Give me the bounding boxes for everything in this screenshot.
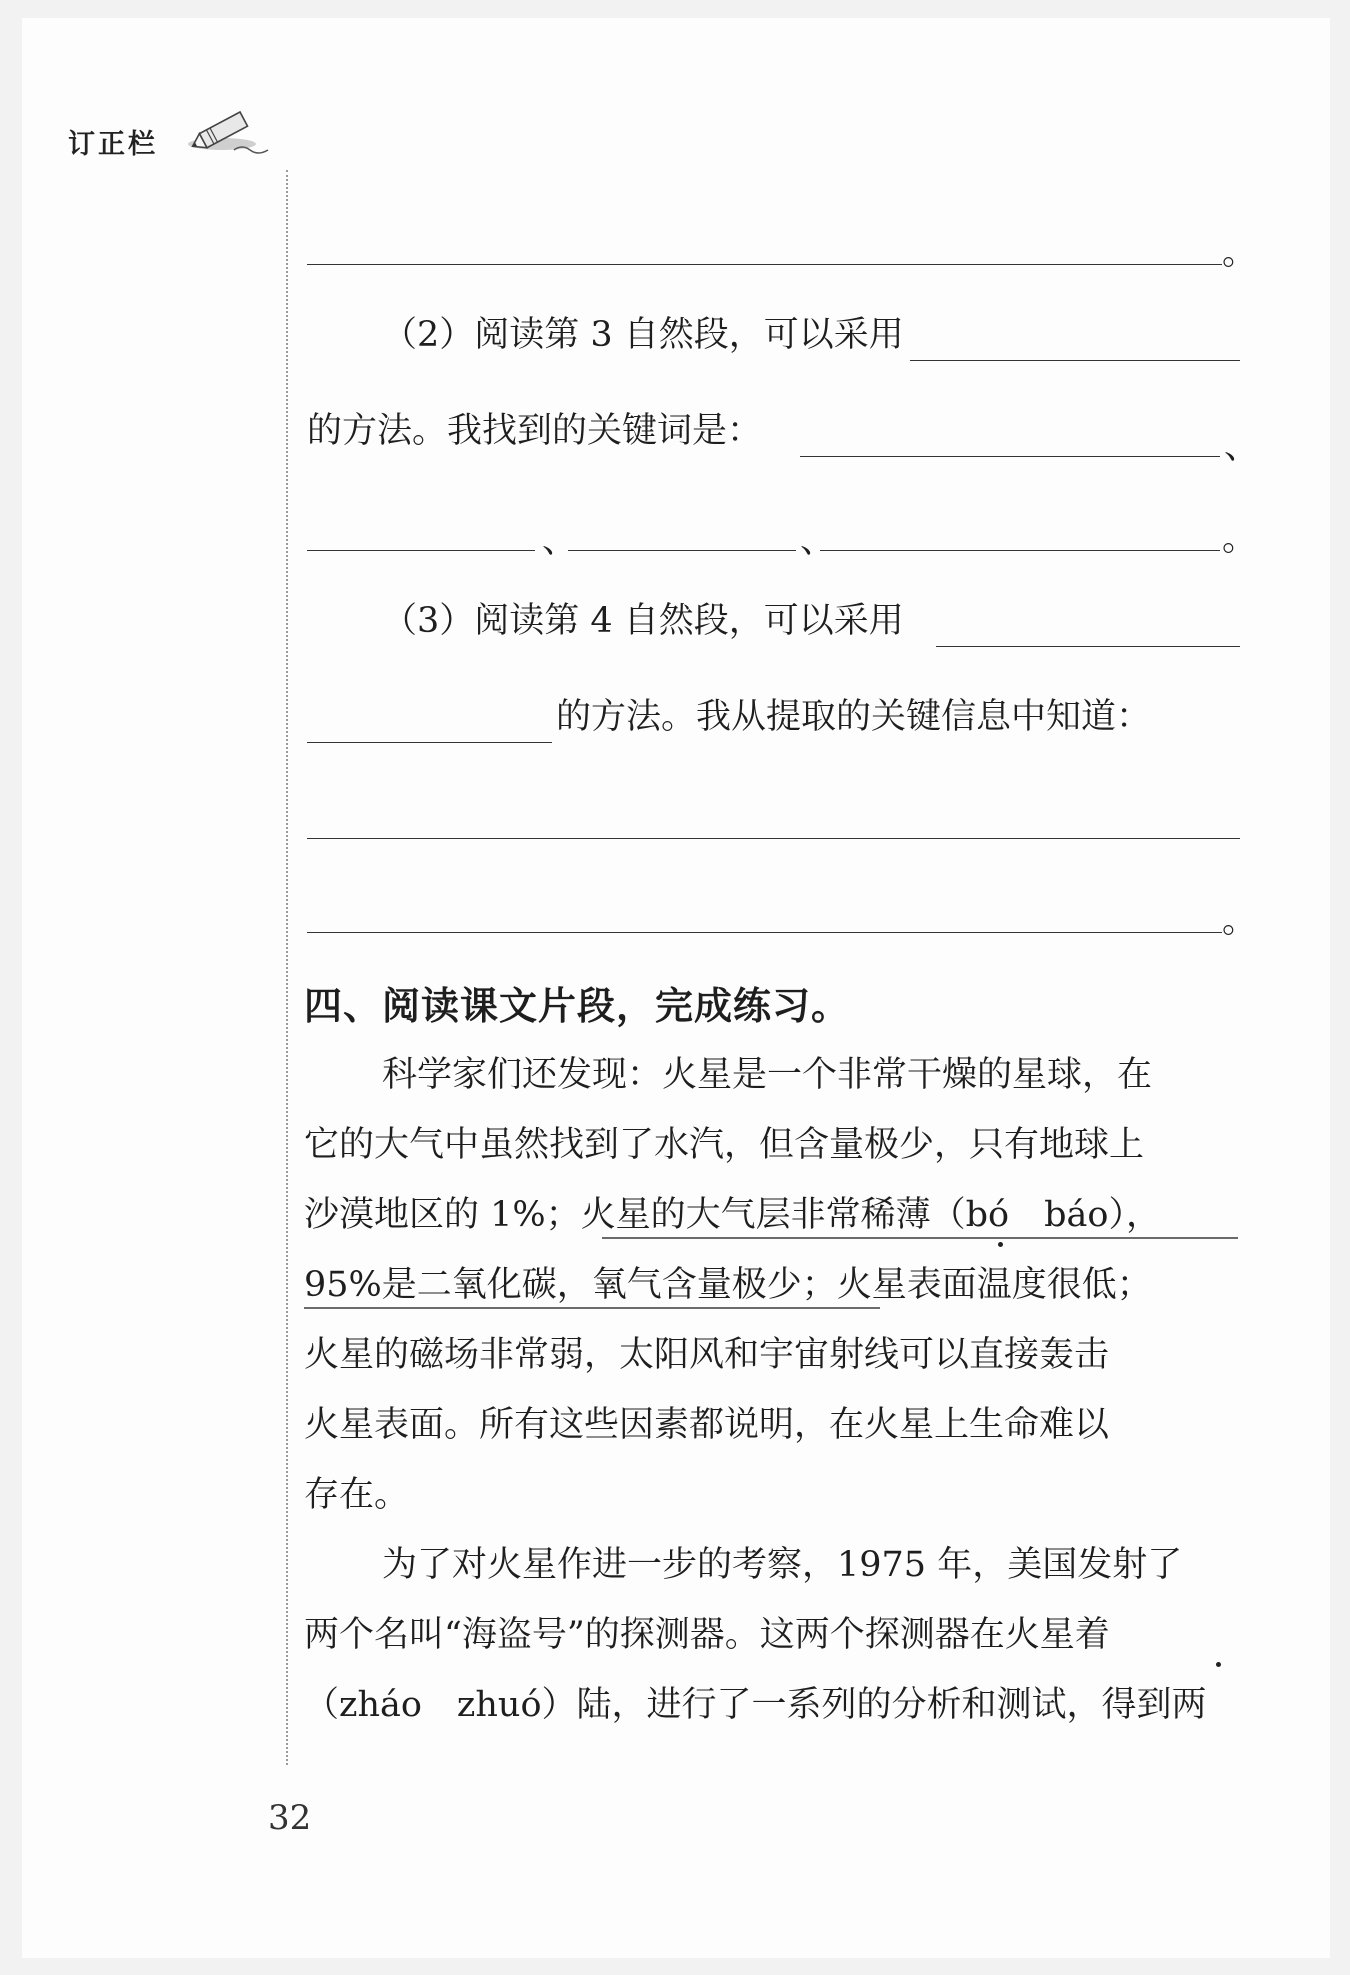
margin-dotted-divider [286, 170, 288, 1765]
question-2-keywords-prompt: 的方法。我找到的关键词是： [307, 411, 763, 451]
keyword-blank-2[interactable] [307, 550, 535, 551]
separator-mark: 、 [542, 521, 578, 561]
question-3-info-prompt: 的方法。我从提取的关键信息中知道： [556, 697, 1152, 737]
emphasis-dot [1216, 1662, 1221, 1667]
period-mark: 。 [1222, 901, 1258, 941]
passage-line: （zháo zhuó）陆，进行了一系列的分析和测试，得到两 [304, 1685, 1207, 1725]
keyword-blank-1[interactable] [800, 456, 1220, 457]
answer-blank[interactable] [307, 264, 1222, 265]
passage-line: 火星表面。所有这些因素都说明，在火星上生命难以 [304, 1405, 1110, 1445]
answer-blank[interactable] [307, 932, 1222, 933]
passage-line: 为了对火星作进一步的考察，1975 年，美国发射了 [382, 1545, 1183, 1585]
section-4-heading: 四、阅读课文片段，完成练习。 [304, 984, 851, 1028]
emphasis-dot [998, 1242, 1003, 1247]
correction-column-label: 订正栏 [68, 129, 158, 160]
answer-blank[interactable] [936, 646, 1240, 647]
passage-line: 沙漠地区的 1%；火星的大气层非常稀薄（bó báo）， [304, 1195, 1161, 1235]
answer-blank[interactable] [307, 742, 552, 743]
answer-blank[interactable] [910, 360, 1240, 361]
separator-mark: 、 [1224, 427, 1260, 467]
page-number: 32 [268, 1798, 312, 1838]
underline-mark [602, 1237, 1238, 1239]
period-mark: 。 [1222, 519, 1258, 559]
passage-line: 存在。 [304, 1475, 410, 1515]
pencil-icon [182, 98, 272, 158]
question-2-text: （2）阅读第 3 自然段，可以采用 [382, 315, 904, 355]
passage-line: 两个名叫“海盗号”的探测器。这两个探测器在火星着 [304, 1615, 1110, 1655]
passage-line: 科学家们还发现：火星是一个非常干燥的星球，在 [382, 1055, 1153, 1095]
passage-line: 火星的磁场非常弱，太阳风和宇宙射线可以直接轰击 [304, 1335, 1110, 1375]
keyword-blank-4[interactable] [820, 550, 1220, 551]
passage-line: 95%是二氧化碳，氧气含量极少；火星表面温度很低； [304, 1265, 1152, 1305]
period-mark: 。 [1222, 233, 1258, 273]
underline-mark [304, 1307, 880, 1309]
answer-blank[interactable] [307, 838, 1240, 839]
question-3-text: （3）阅读第 4 自然段，可以采用 [382, 601, 904, 641]
keyword-blank-3[interactable] [568, 550, 796, 551]
separator-mark: 、 [800, 521, 836, 561]
passage-line: 它的大气中虽然找到了水汽，但含量极少，只有地球上 [304, 1125, 1145, 1165]
